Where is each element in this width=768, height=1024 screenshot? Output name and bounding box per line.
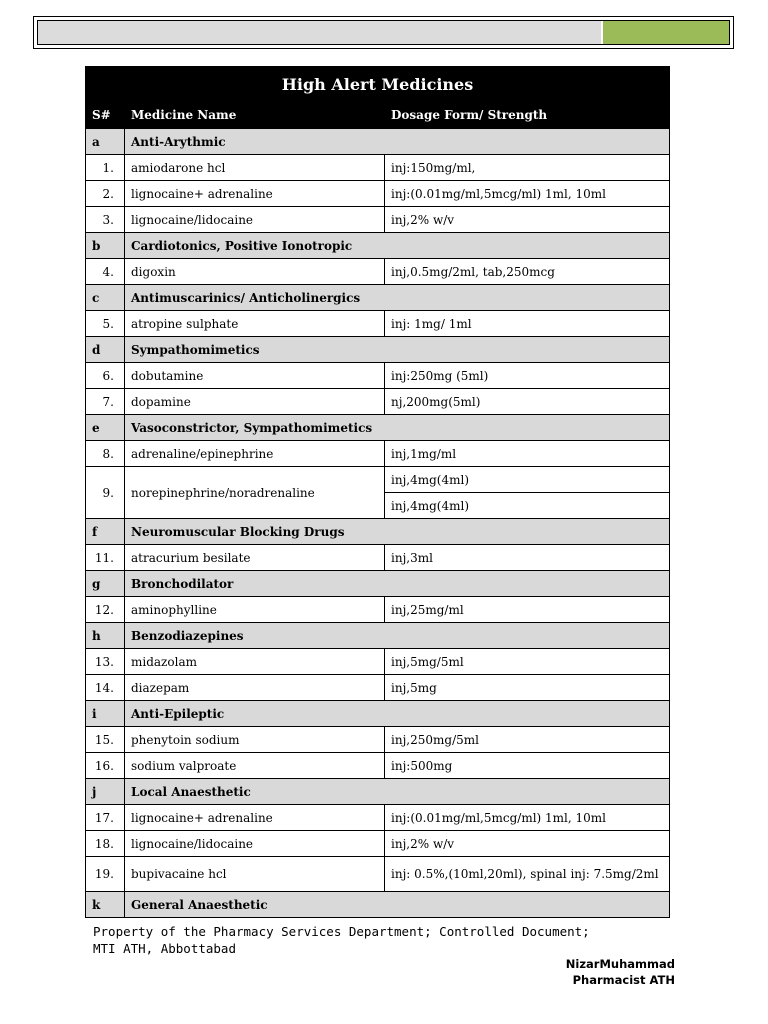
medicine-name: atracurium besilate: [125, 545, 385, 571]
medicine-name: lignocaine/lidocaine: [125, 207, 385, 233]
medicine-name: digoxin: [125, 259, 385, 285]
dosage-form: inj,4mg(4ml): [385, 493, 670, 519]
row-number: 14.: [86, 675, 125, 701]
row-number: 6.: [86, 363, 125, 389]
dosage-form: nj,200mg(5ml): [385, 389, 670, 415]
dosage-form: inj,4mg(4ml): [385, 467, 670, 493]
category-name: Bronchodilator: [125, 571, 670, 597]
dosage-form: inj,2% w/v: [385, 207, 670, 233]
medicine-name: lignocaine+ adrenaline: [125, 181, 385, 207]
table-title: High Alert Medicines: [86, 67, 670, 102]
category-row: [86, 285, 670, 311]
dosage-form: inj,5mg: [385, 675, 670, 701]
table-row: [86, 545, 670, 571]
category-code: k: [86, 892, 125, 918]
footer-line-1: Property of the Pharmacy Services Department; Controlled Document;: [93, 924, 590, 939]
table-row: [86, 805, 670, 831]
medicine-name: phenytoin sodium: [125, 727, 385, 753]
category-code: f: [86, 519, 125, 545]
dosage-form: inj:(0.01mg/ml,5mcg/ml) 1ml, 10ml: [385, 805, 670, 831]
row-number: 19.: [86, 857, 125, 892]
category-code: c: [86, 285, 125, 311]
row-number: 1.: [86, 155, 125, 181]
medicine-name: adrenaline/epinephrine: [125, 441, 385, 467]
category-code: a: [86, 129, 125, 155]
medicine-name: bupivacaine hcl: [125, 857, 385, 892]
table-row: [86, 597, 670, 623]
row-number: 8.: [86, 441, 125, 467]
row-number: 5.: [86, 311, 125, 337]
table-row: [86, 389, 670, 415]
category-name: Benzodiazepines: [125, 623, 670, 649]
row-number: 17.: [86, 805, 125, 831]
dosage-form: inj,25mg/ml: [385, 597, 670, 623]
row-number: 7.: [86, 389, 125, 415]
header-green-block: [601, 21, 729, 44]
table-row: [86, 857, 670, 892]
high-alert-medicines-table: [85, 66, 670, 918]
category-code: j: [86, 779, 125, 805]
category-name: General Anaesthetic: [125, 892, 670, 918]
dosage-form: inj:150mg/ml,: [385, 155, 670, 181]
dosage-form: inj: 0.5%,(10ml,20ml), spinal inj: 7.5mg/2ml: [385, 857, 670, 892]
dosage-form: inj,3ml: [385, 545, 670, 571]
category-name: Anti-Epileptic: [125, 701, 670, 727]
row-number: 16.: [86, 753, 125, 779]
category-row: [86, 415, 670, 441]
row-number: 15.: [86, 727, 125, 753]
category-row: [86, 701, 670, 727]
medicine-name: dobutamine: [125, 363, 385, 389]
medicine-name: midazolam: [125, 649, 385, 675]
category-row: [86, 337, 670, 363]
row-number: 9.: [86, 467, 125, 519]
category-code: h: [86, 623, 125, 649]
category-code: e: [86, 415, 125, 441]
category-row: [86, 892, 670, 918]
category-code: d: [86, 337, 125, 363]
signature-role: Pharmacist ATH: [572, 973, 675, 987]
column-header-num: S#: [86, 102, 125, 129]
row-number: 3.: [86, 207, 125, 233]
row-number: 4.: [86, 259, 125, 285]
row-number: 13.: [86, 649, 125, 675]
table-row: [86, 155, 670, 181]
signature-block: [566, 956, 675, 988]
row-number: 12.: [86, 597, 125, 623]
table-row: [86, 363, 670, 389]
dosage-form: inj,5mg/5ml: [385, 649, 670, 675]
medicine-name: atropine sulphate: [125, 311, 385, 337]
table-row: [86, 753, 670, 779]
category-name: Anti-Arythmic: [125, 129, 670, 155]
document-footer: [93, 923, 693, 957]
category-name: Neuromuscular Blocking Drugs: [125, 519, 670, 545]
category-row: [86, 779, 670, 805]
medicine-name: lignocaine+ adrenaline: [125, 805, 385, 831]
category-code: i: [86, 701, 125, 727]
dosage-form: inj:250mg (5ml): [385, 363, 670, 389]
medicine-name: lignocaine/lidocaine: [125, 831, 385, 857]
category-row: [86, 623, 670, 649]
footer-line-2: MTI ATH, Abbottabad: [93, 941, 236, 956]
table-row: [86, 675, 670, 701]
document-header-bar: [33, 16, 734, 49]
medicine-name: sodium valproate: [125, 753, 385, 779]
table-row: [86, 259, 670, 285]
dosage-form: inj,250mg/5ml: [385, 727, 670, 753]
table-row: [86, 649, 670, 675]
table-row: [86, 181, 670, 207]
category-row: [86, 233, 670, 259]
row-number: 11.: [86, 545, 125, 571]
table-row: [86, 467, 670, 493]
category-name: Sympathomimetics: [125, 337, 670, 363]
category-name: Vasoconstrictor, Sympathomimetics: [125, 415, 670, 441]
row-number: 2.: [86, 181, 125, 207]
medicine-name: amiodarone hcl: [125, 155, 385, 181]
dosage-form: inj,0.5mg/2ml, tab,250mcg: [385, 259, 670, 285]
category-row: [86, 129, 670, 155]
table-row: [86, 831, 670, 857]
medicine-name: dopamine: [125, 389, 385, 415]
medicine-name: diazepam: [125, 675, 385, 701]
medicine-name: norepinephrine/noradrenaline: [125, 467, 385, 519]
category-name: Cardiotonics, Positive Ionotropic: [125, 233, 670, 259]
row-number: 18.: [86, 831, 125, 857]
dosage-form: inj:500mg: [385, 753, 670, 779]
dosage-form: inj,1mg/ml: [385, 441, 670, 467]
category-row: [86, 571, 670, 597]
signature-name: NizarMuhammad: [565, 957, 675, 971]
dosage-form: inj:(0.01mg/ml,5mcg/ml) 1ml, 10ml: [385, 181, 670, 207]
header-gray-band: [37, 20, 730, 45]
medicine-name: aminophylline: [125, 597, 385, 623]
column-header-name: Medicine Name: [125, 102, 385, 129]
dosage-form: inj,2% w/v: [385, 831, 670, 857]
table-row: [86, 441, 670, 467]
table-row: [86, 311, 670, 337]
category-row: [86, 519, 670, 545]
column-header-dose: Dosage Form/ Strength: [385, 102, 670, 129]
category-name: Local Anaesthetic: [125, 779, 670, 805]
table-row: [86, 207, 670, 233]
category-name: Antimuscarinics/ Anticholinergics: [125, 285, 670, 311]
category-code: g: [86, 571, 125, 597]
category-code: b: [86, 233, 125, 259]
table-row: [86, 727, 670, 753]
dosage-form: inj: 1mg/ 1ml: [385, 311, 670, 337]
